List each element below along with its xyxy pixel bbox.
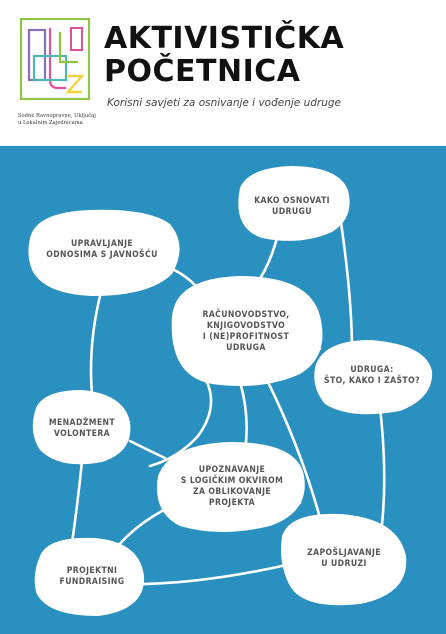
node-label-racunovodstvo: RAČUNOVODSTVO, KNJIGOVODSTVO I (NE)PROFITNOST UDRUGA	[202, 310, 290, 353]
node-label-upravljanje: UPRAVLJANJE ODNOSIMA S JAVNOŠĆU	[46, 239, 158, 260]
connector-line	[240, 382, 247, 451]
node-label-udruga: UDRUGA: ŠTO, KAKO I ZAŠTO?	[324, 365, 420, 386]
node-label-zaposljavanje: ZAPOŠLJAVANJE U UDRUZI	[307, 548, 381, 569]
cover-header	[0, 0, 446, 146]
page-subtitle: Korisni savjeti za osnivanje i vođenje udruge	[107, 97, 341, 109]
publisher-logo	[20, 18, 90, 100]
connector-line	[118, 511, 162, 546]
connector-line	[91, 296, 100, 394]
topic-map	[0, 146, 446, 634]
node-label-projektni: PROJEKTNI FUNDRAISING	[59, 566, 125, 587]
logo-caption: Sodne Ravnopravne, Uključaj u Lokalnim Zajednicama	[18, 113, 96, 126]
node-label-kako: KAKO OSNOVATI UDRUGU	[254, 196, 330, 217]
connector-line	[130, 441, 165, 458]
title-line-1: AKTIVISTIČKA	[104, 21, 345, 56]
connector-line	[340, 216, 352, 351]
page-title	[104, 22, 344, 88]
node-label-upoznavanje: UPOZNAVANJE S LOGIČKIM OKVIROM ZA OBLIKOVANJE PROJEKTA	[180, 465, 284, 508]
node-label-menadzment: MENADŽMENT VOLONTERA	[48, 418, 116, 439]
title-line-2: POČETNICA	[104, 54, 301, 89]
connector-line	[72, 461, 82, 543]
